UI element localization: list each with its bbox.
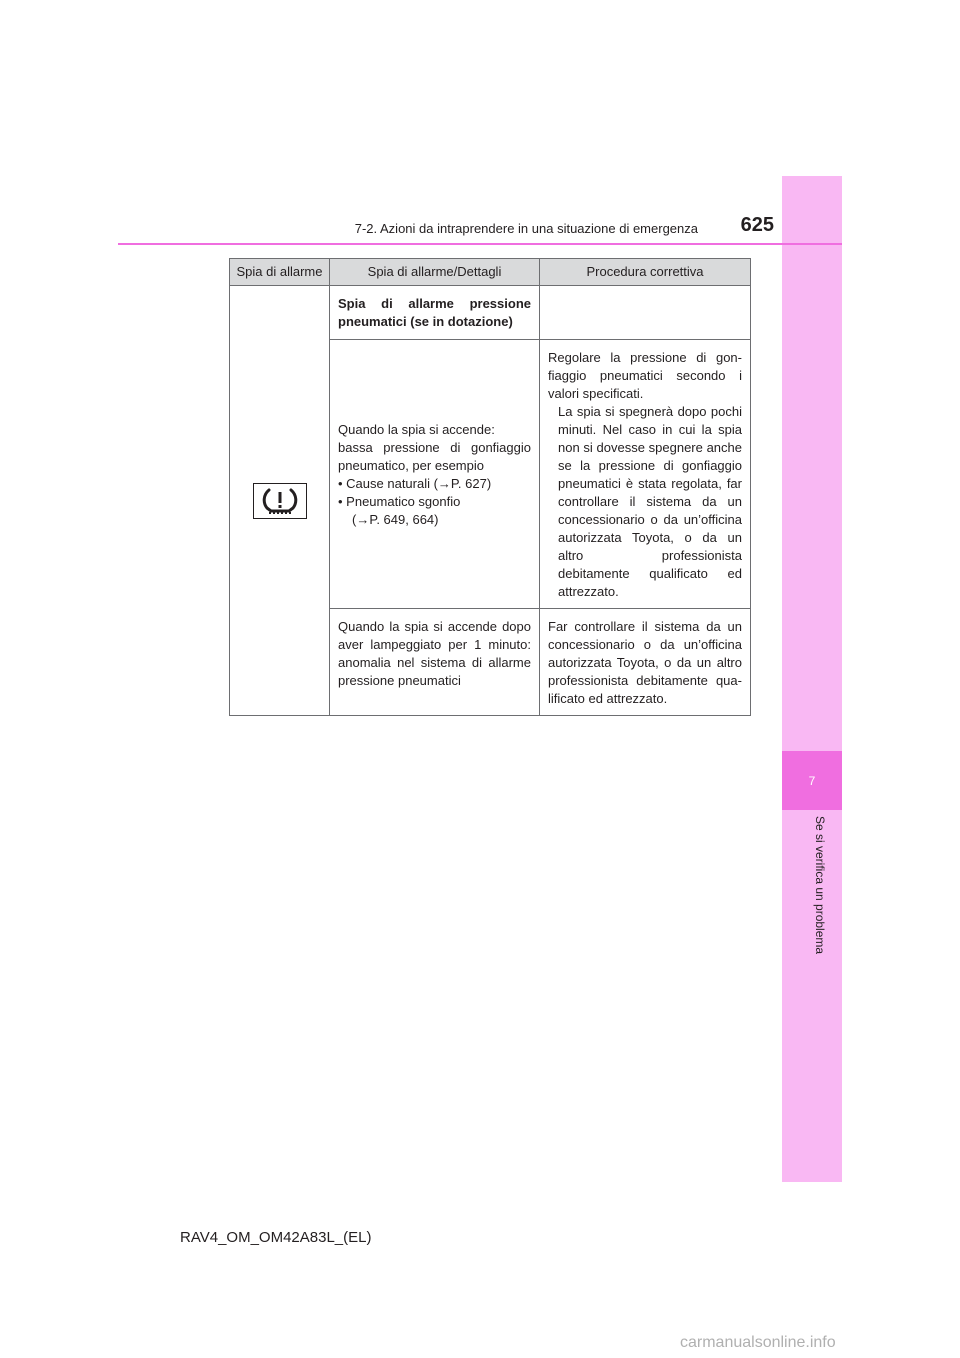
- table-header-row: [230, 259, 751, 286]
- watermark: carmanualsonline.info: [680, 1334, 836, 1351]
- detail-line: Quando la spia si accende:: [338, 422, 495, 437]
- detail-line: bassa pressione di gonfiaggio pneumatico, per esempio: [338, 440, 531, 473]
- bullet-flat-tire: • Pneumatico sgonfio: [338, 494, 461, 509]
- section-title: 7-2. Azioni da intraprendere in una situazione di emergenza: [354, 221, 698, 236]
- bullet-natural-causes: • Cause naturali (→P. 627): [338, 476, 492, 491]
- procedure-detail: La spia si spegnerà dopo pochi minuti. Nel caso in cui la spia non si dovesse spegnere anche se la pressione di gonfiaggio pneumatici è stata regolata, far controllare il sistema da un concessionario o da un’officina autorizzata Toyota, o da un altro professionista debitamente qualificato ed attrezzato.: [558, 404, 742, 599]
- warning-title-cell: [330, 286, 540, 340]
- empty-cell: [540, 286, 751, 340]
- procedure-cell: [540, 340, 751, 609]
- page-number: 625: [740, 214, 774, 236]
- warning-title: Spia di allarme pressione pneumatici (se in dotazione): [338, 296, 531, 329]
- tire-pressure-warning-icon: [253, 483, 307, 519]
- table-row: [230, 286, 751, 340]
- side-tab: [782, 176, 842, 1182]
- column-header-details: Spia di allarme/Dettagli: [330, 259, 540, 286]
- malfunction-procedure: Far controllare il sistema da un concessionario o da un’officina autorizzata Toyota, o da un altro professionista debitamente qualificato ed attrezzato.: [548, 619, 742, 706]
- warning-light-cell: [230, 286, 330, 716]
- procedure-cell: [540, 609, 751, 716]
- warning-light-table: [229, 258, 751, 716]
- chapter-number: 7: [782, 751, 842, 810]
- procedure-lead: Regolare la pressione di gonfiaggio pneumatici secondo i valori specificati.: [548, 350, 742, 401]
- tire-pressure-warning-icon-graphic: [254, 484, 306, 518]
- document-code: RAV4_OM_OM42A83L_(EL): [180, 1229, 372, 1246]
- chapter-title: Se si verifica un problema: [813, 816, 827, 955]
- header-divider: [118, 243, 842, 245]
- flat-tire-reference: (→P. 649, 664): [352, 512, 439, 527]
- detail-cell: [330, 609, 540, 716]
- column-header-warning-light: Spia di allarme: [230, 259, 330, 286]
- column-header-procedure: Procedura correttiva: [540, 259, 751, 286]
- detail-cell: [330, 340, 540, 609]
- malfunction-detail: Quando la spia si accende dopo aver lampeggiato per 1 minuto: anomalia nel sistema di allarme pressione pneumatici: [338, 619, 531, 688]
